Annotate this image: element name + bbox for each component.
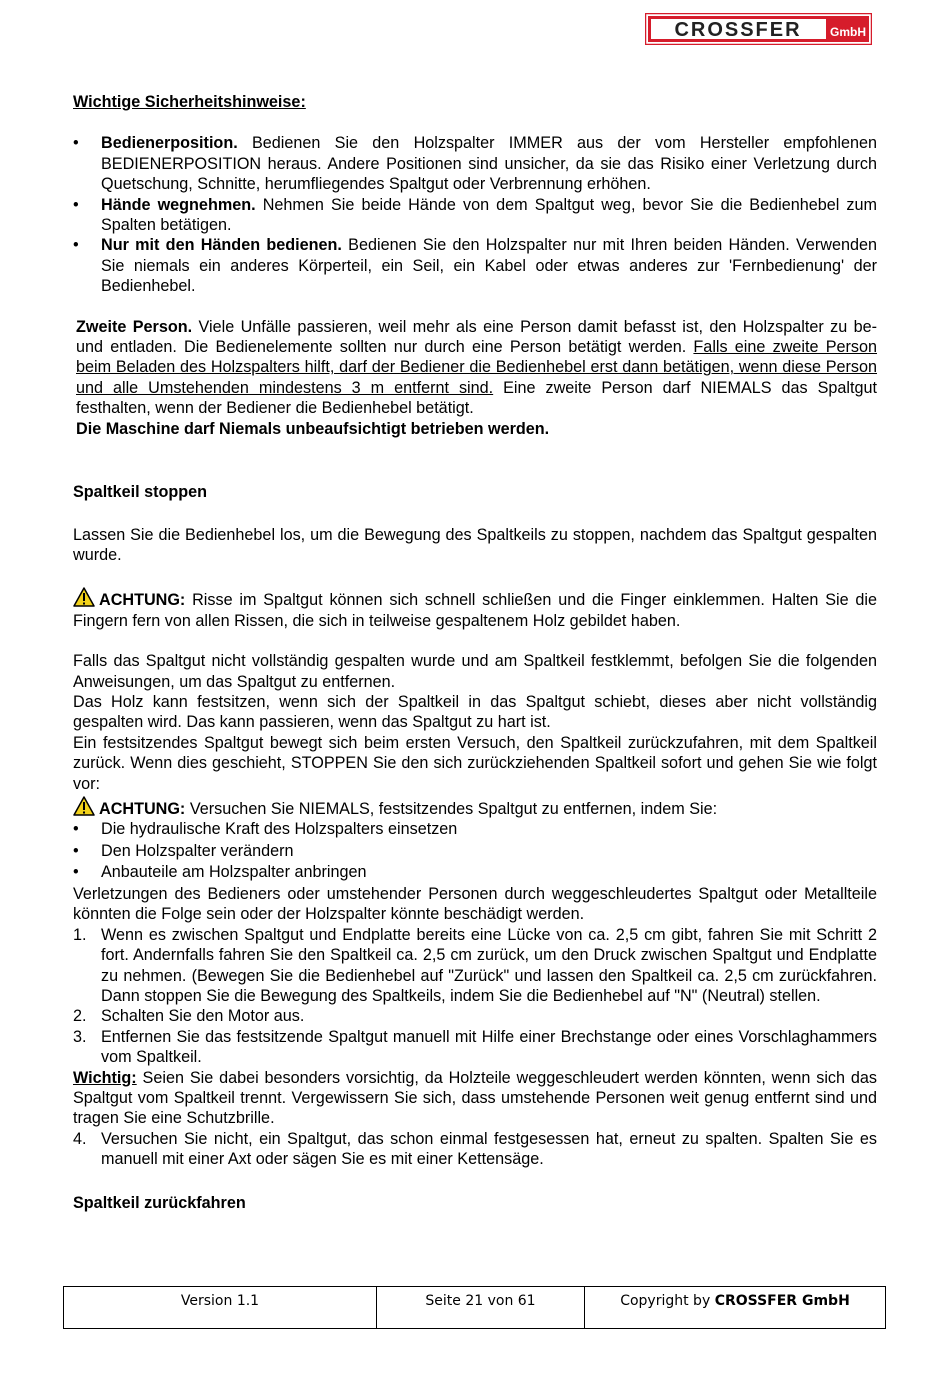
list-item bbox=[73, 195, 877, 236]
list-item: • Anbauteile am Holzspalter anbringen bbox=[73, 862, 877, 884]
page-footer bbox=[63, 1286, 886, 1329]
safety-list bbox=[73, 133, 877, 296]
list-item: • Die hydraulische Kraft des Holzspalters einsetzen bbox=[73, 819, 877, 841]
footer-version: Version 1.1 bbox=[64, 1287, 377, 1328]
forbidden-actions-list bbox=[73, 819, 877, 884]
item-title: Nur mit den Händen bedienen. bbox=[101, 236, 342, 255]
copyright-prefix: Copyright by bbox=[620, 1293, 715, 1309]
warning-label: ACHTUNG: bbox=[99, 799, 186, 818]
warning-paragraph-1 bbox=[73, 587, 877, 631]
stuck-paragraph-3: Ein festsitzendes Spaltgut bewegt sich beim ersten Versuch, den Spaltkeil zurückzufahren, mit dem Spaltkeil zurück. Wenn dies geschieht, STOPPEN Sie den sich zurückziehenden Spaltkeil sofort und gehen Sie wie folgt vor: bbox=[73, 733, 877, 793]
step-number: 2. bbox=[73, 1007, 87, 1026]
step-item bbox=[73, 1129, 877, 1170]
stuck-paragraph-1: Falls das Spaltgut nicht vollständig gespalten wurde und am Spaltkeil festklemmt, befolgen Sie die folgenden Anweisungen, um das Spaltgut zu entfernen. bbox=[73, 652, 877, 691]
step-item bbox=[73, 1006, 877, 1026]
second-person-underlined: Falls eine zweite Person beim Beladen des Holzspalters hilft, darf der Bediener die Bedienhebel erst dann betätigen, wenn diese Person und alle Umstehenden mindestens 3 m entfernt sind. bbox=[76, 338, 877, 397]
step-text: Versuchen Sie nicht, ein Spaltgut, das schon einmal festgesessen hat, erneut zu spalten. Spalten Sie es manuell mit einer Axt oder sägen Sie es mit einer Kettensäge. bbox=[101, 1129, 877, 1169]
second-person-block bbox=[76, 317, 877, 439]
item-text: Bedienen Sie den Holzspalter nur mit Ihren beiden Händen. Verwenden Sie niemals ein anderes Körperteil, ein Seil, ein Kabel oder etwas anderes zur 'Fernbedienung' der Bedienhebel. bbox=[101, 236, 877, 296]
logo-name: CROSSFER bbox=[674, 19, 802, 41]
important-note bbox=[73, 1068, 877, 1129]
step-text: Wenn es zwischen Spaltgut und Endplatte bereits eine Lücke von ca. 2,5 cm gibt, fahren Sie mit Schritt 2 fort. Andernfalls fahren Sie den Spaltkeil ca. 2,5 cm zurück, um den Druck zwischen Spaltgut und Endplatte zu nehmen. (Bewegen Sie die Bedienhebel auf "Zurück" und lassen den Spaltkeil ca. 2,5 cm zurückfahren. Dann stoppen Sie die Bewegung des Spaltkeils, indem Sie die Bedienhebel auf "N" (Neutral) stellen. bbox=[101, 925, 877, 1005]
unattended-warning: Die Maschine darf Niemals unbeaufsichtigt betrieben werden. bbox=[76, 419, 550, 438]
steps-list-continued bbox=[73, 1129, 877, 1170]
step-number: 4. bbox=[73, 1129, 87, 1148]
logo-suffix: GmbH bbox=[830, 25, 866, 39]
step-number: 1. bbox=[73, 925, 87, 944]
list-item: • Den Holzspalter verändern bbox=[73, 841, 877, 863]
steps-list bbox=[73, 925, 877, 1068]
footer-copyright bbox=[585, 1287, 885, 1328]
warning-triangle-icon bbox=[73, 587, 95, 607]
warning-text: Versuchen Sie NIEMALS, festsitzendes Spaltgut zu entfernen, indem Sie: bbox=[185, 799, 718, 818]
item-title: Bedienerposition. bbox=[101, 134, 238, 153]
second-person-text-2: Eine zweite Person darf NIEMALS das Spaltgut festhalten, wenn der Bediener die Bedienhebel betätigt. bbox=[76, 378, 877, 418]
warning-text: Risse im Spaltgut können sich schnell schließen und die Finger einklemmen. Halten Sie die Fingern fern von allen Rissen, die sich in teilweise gespaltenem Holz gebildet haben. bbox=[73, 591, 877, 630]
retract-wedge-heading: Spaltkeil zurückfahren bbox=[73, 1193, 246, 1212]
step-text: Schalten Sie den Motor aus. bbox=[101, 1007, 305, 1026]
stop-wedge-intro: Lassen Sie die Bedienhebel los, um die Bewegung des Spaltkeils zu stoppen, nachdem das Spaltgut gespalten wurde. bbox=[73, 525, 877, 564]
important-text: Seien Sie dabei besonders vorsichtig, da Holzteile weggeschleudert werden könnten, wenn sich das Spaltgut vom Spaltkeil trennt. Vergewissern Sie sich, dass umstehende Personen weit genug entfernt sind und tragen Sie eine Schutzbrille. bbox=[73, 1068, 877, 1128]
second-person-text: Viele Unfälle passieren, weil mehr als eine Person damit befasst ist, den Holzspalter zu be- und entladen. Die Bedienelemente sollten nur durch eine Person betätigt werden. bbox=[76, 317, 877, 357]
safety-heading: Wichtige Sicherheitshinweise: bbox=[73, 93, 306, 111]
copyright-company: CROSSFER GmbH bbox=[714, 1293, 850, 1309]
item-text: Bedienen Sie den Holzspalter IMMER aus der vom Hersteller empfohlenen BEDIENERPOSITION heraus. Andere Positionen sind unsicher, da sie das Risiko einer Verletzung durch Quetschung, Schnitte, herumfliegendes Spaltgut oder Verbrennung erhöhen. bbox=[101, 134, 877, 194]
step-item bbox=[73, 1027, 877, 1068]
item-title: Hände wegnehmen. bbox=[101, 195, 256, 214]
list-item bbox=[73, 235, 877, 296]
second-person-title: Zweite Person. bbox=[76, 317, 193, 336]
warning-paragraph-2 bbox=[73, 796, 877, 819]
footer-page-number: Seite 21 von 61 bbox=[377, 1287, 585, 1328]
step-item bbox=[73, 925, 877, 1007]
important-label: Wichtig: bbox=[73, 1068, 137, 1087]
list-item bbox=[73, 133, 877, 194]
item-text: Nehmen Sie beide Hände von dem Spaltgut weg, bevor Sie die Bedienhebel zum Spalten betätigen. bbox=[101, 195, 877, 235]
stop-wedge-heading: Spaltkeil stoppen bbox=[73, 483, 208, 502]
step-text: Entfernen Sie das festsitzende Spaltgut manuell mit Hilfe einer Brechstange oder eines Vorschlaghammers vom Spaltkeil. bbox=[101, 1027, 877, 1067]
injury-paragraph: Verletzungen des Bedieners oder umstehender Personen durch weggeschleudertes Spaltgut oder Metallteile könnten die Folge sein oder der Holzspalter könnte beschädigt werden. bbox=[73, 884, 877, 924]
crossfer-logo bbox=[645, 13, 872, 45]
warning-label: ACHTUNG: bbox=[99, 591, 186, 610]
warning-triangle-icon bbox=[73, 796, 95, 816]
stuck-paragraph-2: Das Holz kann festsitzen, wenn sich der Spaltkeil in das Spaltgut schiebt, dieses aber nicht vollständig gespalten wird. Das kann passieren, wenn das Spaltgut zu hart ist. bbox=[73, 692, 877, 732]
step-number: 3. bbox=[73, 1027, 87, 1046]
document-body bbox=[73, 92, 877, 1213]
